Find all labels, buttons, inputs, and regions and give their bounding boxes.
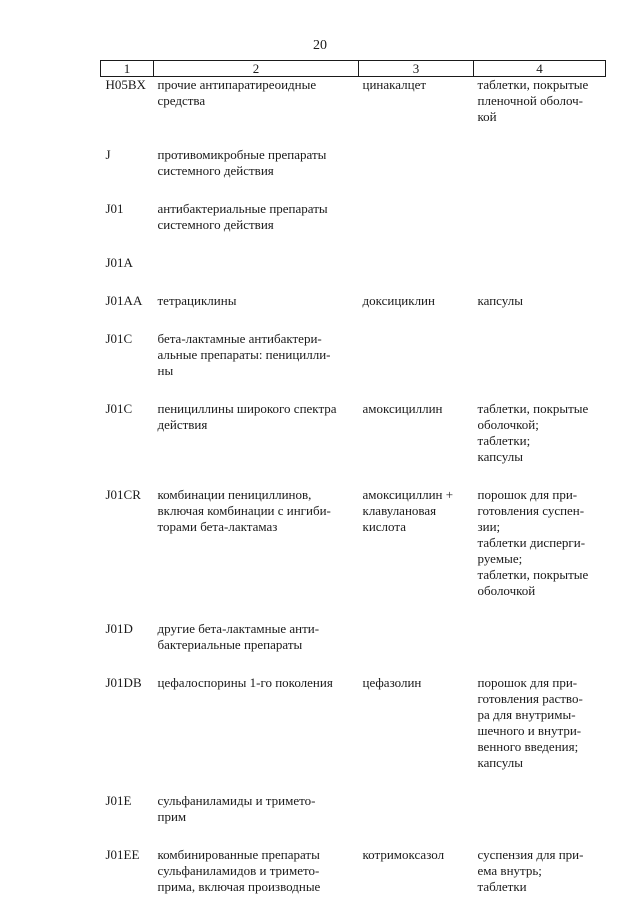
dosage-form-line: капсулы xyxy=(478,293,606,309)
drug-name-cell xyxy=(359,401,474,487)
dosage-form-line: капсулы xyxy=(478,755,606,771)
dosage-form-cell xyxy=(474,147,606,201)
dosage-form-cell xyxy=(474,401,606,487)
dosage-form-line: таблетки, покрытые xyxy=(478,401,606,417)
group-name-line: торами бета-лактамаз xyxy=(158,519,351,535)
table-row xyxy=(101,255,606,293)
dosage-form-line: шечного и внутри- xyxy=(478,723,606,739)
group-name-line: прима, включая производные xyxy=(158,879,351,895)
group-name-cell xyxy=(154,487,359,621)
dosage-form-line: порошок для при- xyxy=(478,487,606,503)
drug-name-cell xyxy=(359,675,474,793)
group-name-line: системного действия xyxy=(158,163,351,179)
header-col-1: 1 xyxy=(101,61,154,77)
group-name-line: пенициллины широкого спектра xyxy=(158,401,351,417)
dosage-form-cell xyxy=(474,293,606,331)
page-number: 20 xyxy=(0,38,640,54)
dosage-form-cell xyxy=(474,255,606,293)
group-name-line: комбинированные препараты xyxy=(158,847,351,863)
group-name-cell xyxy=(154,401,359,487)
table-header xyxy=(101,61,606,77)
drug-name-cell xyxy=(359,487,474,621)
group-name-line: сульфаниламидов и тримето- xyxy=(158,863,351,879)
dosage-form-cell xyxy=(474,847,606,917)
drug-name-line: кислота xyxy=(363,519,470,535)
group-name-line: другие бета-лактамные анти- xyxy=(158,621,351,637)
table-row xyxy=(101,793,606,847)
dosage-form-line: таблетки дисперги- xyxy=(478,535,606,551)
atc-code-cell: J01DB xyxy=(101,675,154,793)
header-row xyxy=(101,61,606,77)
group-name-line: тетрациклины xyxy=(158,293,351,309)
atc-code-cell: J01E xyxy=(101,793,154,847)
dosage-form-cell xyxy=(474,77,606,148)
dosage-form-line: ра для внутримы- xyxy=(478,707,606,723)
group-name-cell xyxy=(154,255,359,293)
dosage-form-line: руемые; xyxy=(478,551,606,567)
group-name-line: альные препараты: пеницилли- xyxy=(158,347,351,363)
dosage-form-cell xyxy=(474,201,606,255)
drug-name-cell xyxy=(359,255,474,293)
table-row xyxy=(101,293,606,331)
dosage-form-line: зии; xyxy=(478,519,606,535)
group-name-cell xyxy=(154,621,359,675)
drug-name-cell xyxy=(359,147,474,201)
atc-code-cell: J01A xyxy=(101,255,154,293)
group-name-cell xyxy=(154,293,359,331)
atc-code-cell: J01AA xyxy=(101,293,154,331)
table-row xyxy=(101,77,606,148)
dosage-form-cell xyxy=(474,487,606,621)
drug-name-line: клавулановая xyxy=(363,503,470,519)
group-name-line: средства xyxy=(158,93,351,109)
dosage-form-line: суспензия для при- xyxy=(478,847,606,863)
drug-name-cell xyxy=(359,331,474,401)
group-name-line: прим xyxy=(158,809,351,825)
dosage-form-cell xyxy=(474,331,606,401)
table-row xyxy=(101,621,606,675)
drug-name-cell xyxy=(359,847,474,917)
group-name-cell xyxy=(154,331,359,401)
drug-name-cell xyxy=(359,201,474,255)
atc-code-cell: J01C xyxy=(101,401,154,487)
group-name-line: бактериальные препараты xyxy=(158,637,351,653)
drug-name-cell xyxy=(359,621,474,675)
atc-code-cell: J01EE xyxy=(101,847,154,917)
group-name-cell xyxy=(154,147,359,201)
dosage-form-cell xyxy=(474,621,606,675)
group-name-cell xyxy=(154,847,359,917)
table-row xyxy=(101,147,606,201)
group-name-cell xyxy=(154,793,359,847)
group-name-line: противомикробные препараты xyxy=(158,147,351,163)
drug-name-line: цефазолин xyxy=(363,675,470,691)
group-name-cell xyxy=(154,201,359,255)
drug-name-cell xyxy=(359,793,474,847)
dosage-form-line: порошок для при- xyxy=(478,675,606,691)
drug-name-line: амоксициллин + xyxy=(363,487,470,503)
table-row xyxy=(101,675,606,793)
dosage-form-line: таблетки, покрытые xyxy=(478,77,606,93)
group-name-line: антибактериальные препараты xyxy=(158,201,351,217)
dosage-form-cell xyxy=(474,675,606,793)
drug-name-line: котримоксазол xyxy=(363,847,470,863)
atc-code-cell: J01 xyxy=(101,201,154,255)
group-name-line: прочие антипаратиреоидные xyxy=(158,77,351,93)
drug-name-line: амоксициллин xyxy=(363,401,470,417)
group-name-line: комбинации пенициллинов, xyxy=(158,487,351,503)
group-name-line: включая комбинации с ингиби- xyxy=(158,503,351,519)
table-row xyxy=(101,847,606,917)
group-name-line: ны xyxy=(158,363,351,379)
group-name-line: системного действия xyxy=(158,217,351,233)
dosage-form-line: оболочкой; xyxy=(478,417,606,433)
group-name-line: бета-лактамные антибактери- xyxy=(158,331,351,347)
table-row xyxy=(101,201,606,255)
drug-name-cell xyxy=(359,293,474,331)
dosage-form-line: таблетки xyxy=(478,879,606,895)
dosage-form-line: готовления суспен- xyxy=(478,503,606,519)
dosage-form-line: ема внутрь; xyxy=(478,863,606,879)
dosage-form-line: кой xyxy=(478,109,606,125)
dosage-form-cell xyxy=(474,793,606,847)
dosage-form-line: готовления раство- xyxy=(478,691,606,707)
group-name-line: сульфаниламиды и тримето- xyxy=(158,793,351,809)
group-name-line: действия xyxy=(158,417,351,433)
drug-name-line: цинакалцет xyxy=(363,77,470,93)
atc-code-cell: J01C xyxy=(101,331,154,401)
dosage-form-line: оболочкой xyxy=(478,583,606,599)
header-col-2: 2 xyxy=(154,61,359,77)
dosage-form-line: таблетки, покрытые xyxy=(478,567,606,583)
table-body xyxy=(101,77,606,917)
dosage-form-line: венного введения; xyxy=(478,739,606,755)
header-col-4: 4 xyxy=(474,61,606,77)
atc-code-cell: J01CR xyxy=(101,487,154,621)
table-row xyxy=(101,487,606,621)
group-name-cell xyxy=(154,675,359,793)
drug-name-cell xyxy=(359,77,474,148)
drug-table xyxy=(100,60,606,917)
atc-code-cell: J xyxy=(101,147,154,201)
header-col-3: 3 xyxy=(359,61,474,77)
atc-code-cell: J01D xyxy=(101,621,154,675)
group-name-line: цефалоспорины 1-го поколения xyxy=(158,675,351,691)
atc-code-cell: H05BX xyxy=(101,77,154,148)
dosage-form-line: пленочной оболоч- xyxy=(478,93,606,109)
table-row xyxy=(101,401,606,487)
table-row xyxy=(101,331,606,401)
drug-name-line: доксициклин xyxy=(363,293,470,309)
group-name-cell xyxy=(154,77,359,148)
dosage-form-line: таблетки; xyxy=(478,433,606,449)
dosage-form-line: капсулы xyxy=(478,449,606,465)
